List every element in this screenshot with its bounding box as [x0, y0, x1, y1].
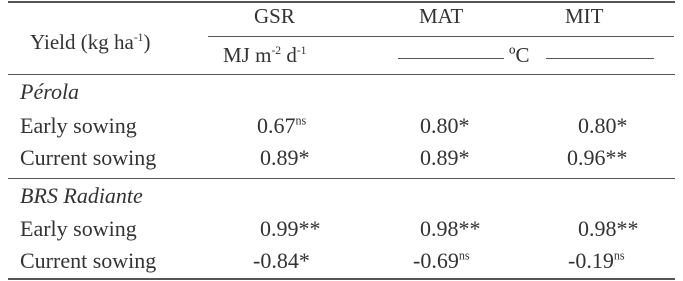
row-label: Early sowing — [20, 113, 137, 138]
unit-temp-line-left — [398, 58, 504, 59]
row-label: Current sowing — [20, 248, 157, 273]
cell-gsr: 0.99** — [260, 216, 321, 241]
section-rule — [8, 178, 675, 179]
cell-mat: 0.80* — [420, 113, 470, 138]
cell-mit: 0.80* — [578, 113, 628, 138]
cell-mit: $-0.19^{ns}$ — [568, 248, 625, 273]
cell-mat: 0.89* — [420, 145, 470, 170]
unit-temp-line-right — [546, 58, 654, 59]
bottom-rule — [8, 278, 675, 280]
row-label: Current sowing — [20, 145, 157, 170]
cell-mit: 0.96** — [567, 145, 628, 170]
column-header-gsr: GSR — [254, 4, 295, 28]
cell-mat: 0.98** — [420, 216, 481, 241]
cell-gsr: -0.84* — [253, 248, 310, 273]
header-rule — [8, 74, 675, 75]
row-label: Early sowing — [20, 216, 137, 241]
column-header-mit: MIT — [565, 4, 604, 28]
unit-temp: ºC — [509, 43, 530, 67]
cell-mat: $-0.69^{ns}$ — [413, 248, 470, 273]
top-rule — [8, 1, 675, 3]
column-group-rule — [208, 36, 674, 37]
stub-header: Yield (kg $ha^{-1}$) — [30, 30, 151, 54]
section-label-perola: Pérola — [20, 79, 80, 104]
cell-gsr: $0.67^{ns}$ — [257, 113, 307, 138]
column-header-mat: MAT — [419, 4, 464, 28]
cell-mit: 0.98** — [578, 216, 639, 241]
unit-gsr: MJ $m^{-2}$ $d^{-1}$ — [223, 43, 307, 67]
cell-gsr: 0.89* — [260, 145, 310, 170]
section-label-brs-radiante: BRS Radiante — [20, 183, 143, 208]
